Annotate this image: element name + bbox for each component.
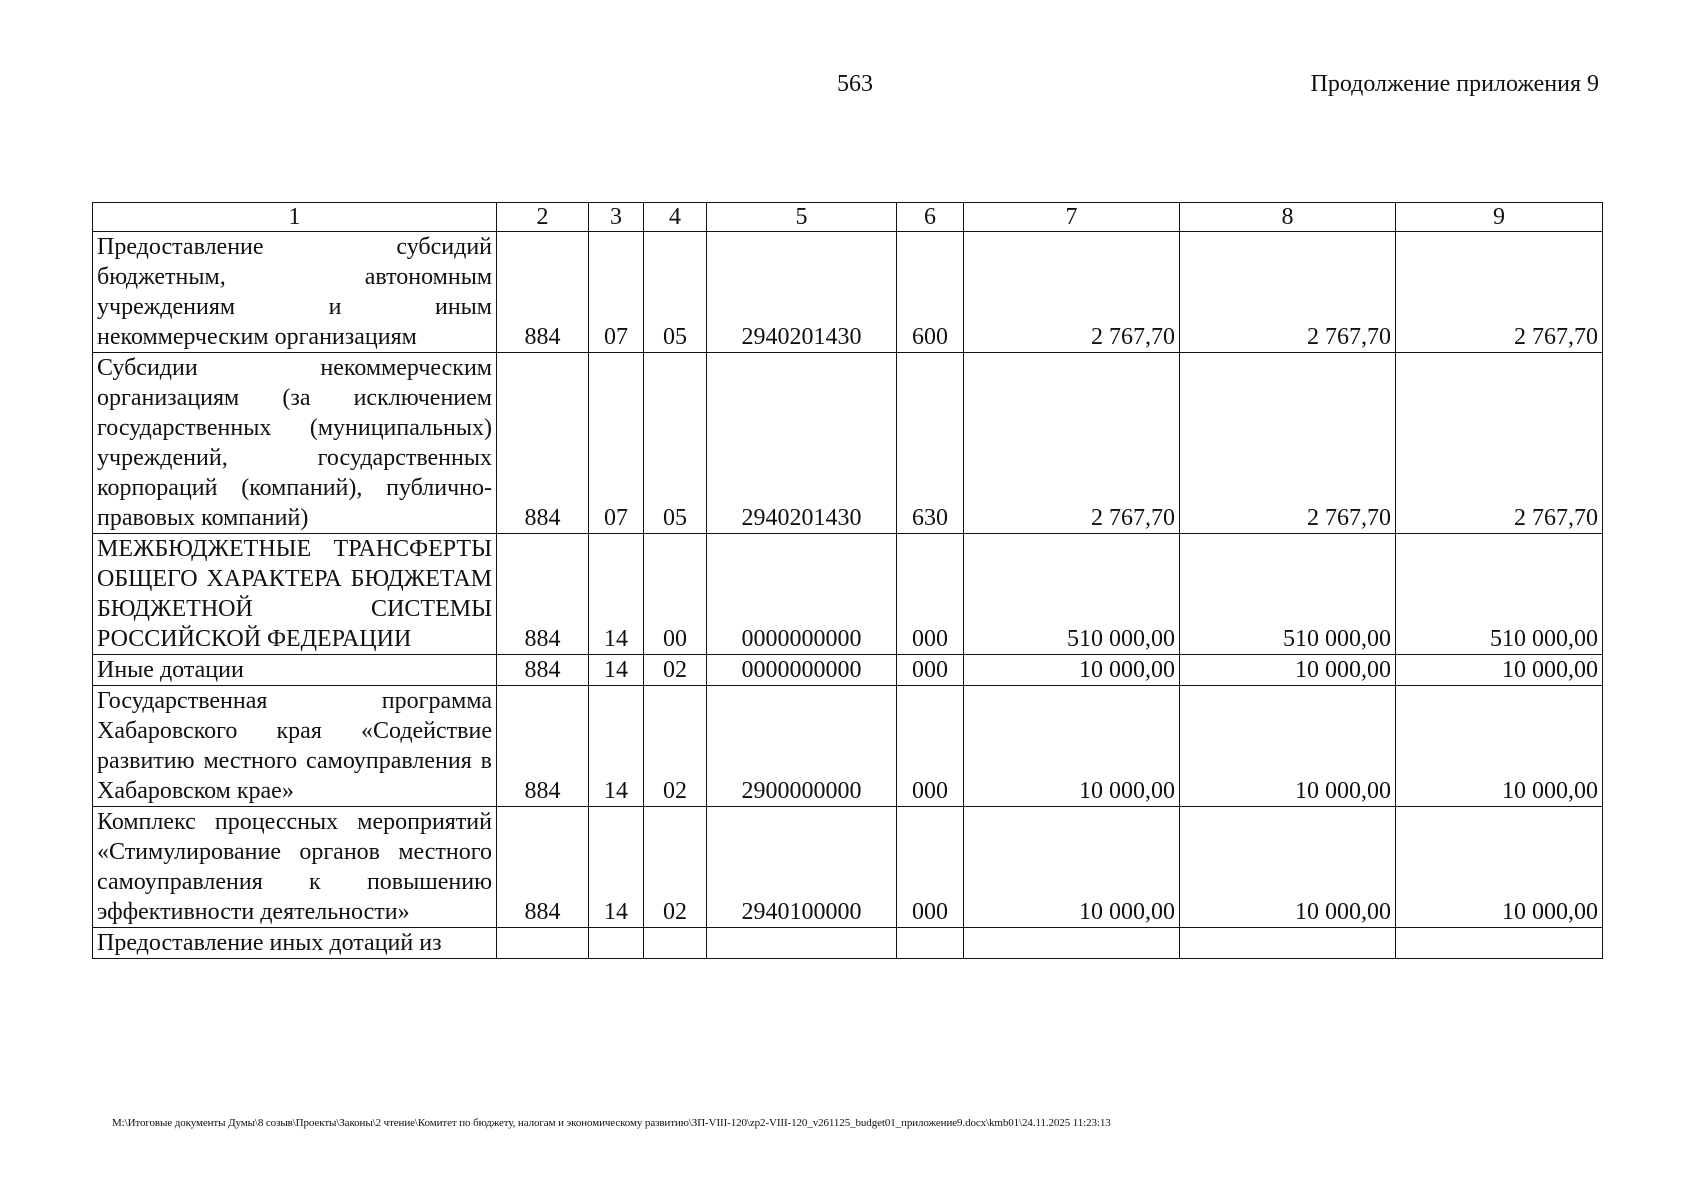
amount-cell bbox=[1396, 928, 1603, 959]
amount-cell: 10 000,00 bbox=[964, 686, 1180, 807]
amount-cell: 2 767,70 bbox=[964, 353, 1180, 534]
section-code: 14 bbox=[589, 686, 644, 807]
amount-cell: 10 000,00 bbox=[1180, 807, 1396, 928]
target-article-code: 2940100000 bbox=[707, 807, 897, 928]
amount-cell: 2 767,70 bbox=[1396, 232, 1603, 353]
amount-cell: 510 000,00 bbox=[964, 534, 1180, 655]
subsection-code bbox=[644, 928, 707, 959]
ministry-code: 884 bbox=[497, 232, 589, 353]
ministry-code: 884 bbox=[497, 686, 589, 807]
amount-cell: 10 000,00 bbox=[1396, 655, 1603, 686]
expense-type-code: 000 bbox=[897, 655, 964, 686]
subsection-code: 02 bbox=[644, 807, 707, 928]
table-row bbox=[93, 807, 1603, 928]
amount-cell: 2 767,70 bbox=[1180, 232, 1396, 353]
target-article-code: 2900000000 bbox=[707, 686, 897, 807]
table-row bbox=[93, 353, 1603, 534]
amount-cell bbox=[964, 928, 1180, 959]
ministry-code: 884 bbox=[497, 534, 589, 655]
ministry-code: 884 bbox=[497, 353, 589, 534]
ministry-code bbox=[497, 928, 589, 959]
expenditure-name: Комплекс процессных мероприятий «Стимулирование органов местного самоуправления к повышению эффективности деятельности» bbox=[93, 807, 497, 928]
section-code: 14 bbox=[589, 534, 644, 655]
ministry-code: 884 bbox=[497, 655, 589, 686]
column-header: 5 bbox=[707, 203, 897, 232]
document-file-path: M:\Итоговые документы Думы\8 созыв\Проекты\Законы\2 чтение\Комитет по бюджету, налогам и экономическому развитию\ЗП-VIII-120\zp2-VIII-120_v261125_budget01_приложение9.docx\kmb01\24.11.2025 11:23:13 bbox=[112, 1117, 1111, 1129]
table-row bbox=[93, 534, 1603, 655]
subsection-code: 02 bbox=[644, 686, 707, 807]
section-code: 07 bbox=[589, 353, 644, 534]
column-header: 1 bbox=[93, 203, 497, 232]
table-row bbox=[93, 928, 1603, 959]
target-article-code bbox=[707, 928, 897, 959]
column-header: 2 bbox=[497, 203, 589, 232]
section-code: 14 bbox=[589, 807, 644, 928]
expense-type-code: 000 bbox=[897, 686, 964, 807]
amount-cell: 10 000,00 bbox=[1396, 807, 1603, 928]
amount-cell: 2 767,70 bbox=[1396, 353, 1603, 534]
ministry-code: 884 bbox=[497, 807, 589, 928]
amount-cell: 10 000,00 bbox=[964, 655, 1180, 686]
section-code bbox=[589, 928, 644, 959]
column-header: 8 bbox=[1180, 203, 1396, 232]
amount-cell bbox=[1180, 928, 1396, 959]
expenditure-name: Иные дотации bbox=[93, 655, 497, 686]
expenditure-name: Государственная программа Хабаровского края «Содействие развитию местного самоуправления в Хабаровском крае» bbox=[93, 686, 497, 807]
column-header: 9 bbox=[1396, 203, 1603, 232]
amount-cell: 10 000,00 bbox=[1180, 655, 1396, 686]
budget-table bbox=[92, 202, 1603, 959]
expense-type-code: 600 bbox=[897, 232, 964, 353]
column-header: 4 bbox=[644, 203, 707, 232]
column-header: 7 bbox=[964, 203, 1180, 232]
expenditure-name: МЕЖБЮДЖЕТНЫЕ ТРАНСФЕРТЫ ОБЩЕГО ХАРАКТЕРА БЮДЖЕТАМ БЮДЖЕТНОЙ СИСТЕМЫ РОССИЙСКОЙ ФЕДЕРАЦИИ bbox=[93, 534, 497, 655]
subsection-code: 05 bbox=[644, 232, 707, 353]
amount-cell: 10 000,00 bbox=[1180, 686, 1396, 807]
target-article-code: 0000000000 bbox=[707, 655, 897, 686]
expense-type-code: 000 bbox=[897, 534, 964, 655]
expenditure-name: Предоставление субсидий бюджетным, автономным учреждениям и иным некоммерческим организациям bbox=[93, 232, 497, 353]
amount-cell: 510 000,00 bbox=[1396, 534, 1603, 655]
expense-type-code: 000 bbox=[897, 807, 964, 928]
expense-type-code: 630 bbox=[897, 353, 964, 534]
subsection-code: 05 bbox=[644, 353, 707, 534]
expenditure-name: Предоставление иных дотаций из bbox=[93, 928, 497, 959]
column-number-row bbox=[93, 203, 1603, 232]
target-article-code: 2940201430 bbox=[707, 353, 897, 534]
expense-type-code bbox=[897, 928, 964, 959]
section-code: 14 bbox=[589, 655, 644, 686]
section-code: 07 bbox=[589, 232, 644, 353]
column-header: 6 bbox=[897, 203, 964, 232]
target-article-code: 0000000000 bbox=[707, 534, 897, 655]
table-row bbox=[93, 232, 1603, 353]
target-article-code: 2940201430 bbox=[707, 232, 897, 353]
amount-cell: 10 000,00 bbox=[964, 807, 1180, 928]
amount-cell: 2 767,70 bbox=[1180, 353, 1396, 534]
table-row bbox=[93, 655, 1603, 686]
page-number: 563 bbox=[837, 71, 873, 97]
subsection-code: 02 bbox=[644, 655, 707, 686]
amount-cell: 2 767,70 bbox=[964, 232, 1180, 353]
table-row bbox=[93, 686, 1603, 807]
amount-cell: 10 000,00 bbox=[1396, 686, 1603, 807]
appendix-continuation-note: Продолжение приложения 9 bbox=[1310, 71, 1599, 97]
expenditure-name: Субсидии некоммерческим организациям (за исключением государственных (муниципальных) учреждений, государственных корпораций (компаний), публично-правовых компаний) bbox=[93, 353, 497, 534]
column-header: 3 bbox=[589, 203, 644, 232]
amount-cell: 510 000,00 bbox=[1180, 534, 1396, 655]
subsection-code: 00 bbox=[644, 534, 707, 655]
